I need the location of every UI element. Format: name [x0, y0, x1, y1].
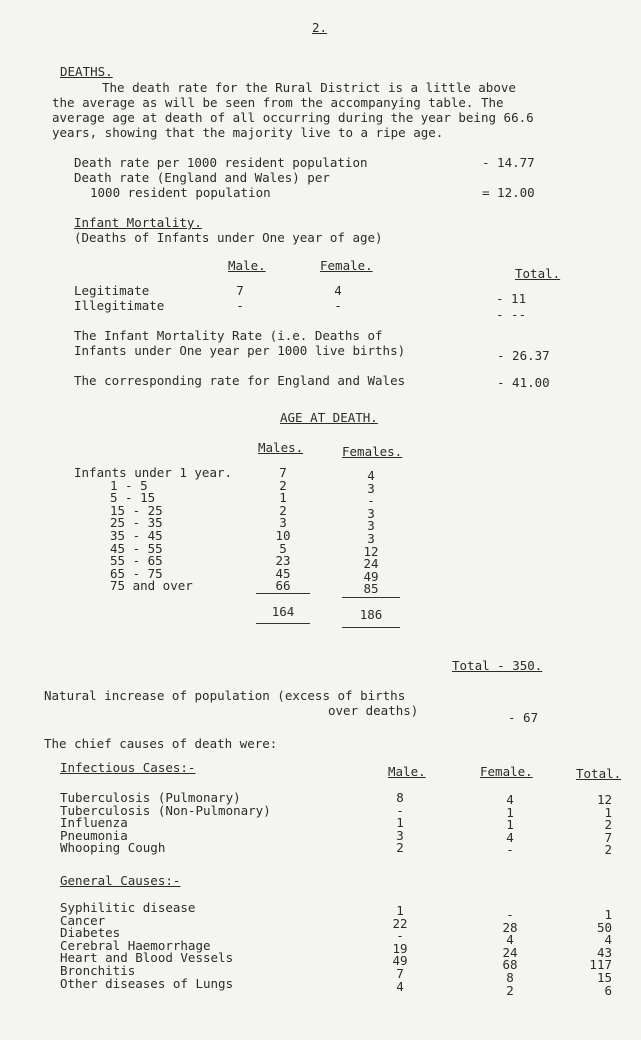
age-row-females: 3: [367, 518, 375, 534]
infant-row-male: 7: [236, 283, 244, 298]
males-sum-rule: [256, 593, 310, 594]
age-grand-total: Total - 350.: [452, 658, 543, 673]
intro-line: years, showing that the majority live to a ripe age.: [52, 125, 444, 140]
cause-row-female: 24: [502, 944, 518, 960]
death-rate-label: Death rate per 1000 resident population: [74, 155, 368, 170]
age-row-label: 15 - 25: [110, 502, 163, 518]
cause-row-label: Pneumonia: [60, 827, 128, 843]
cause-row-label: Whooping Cough: [60, 840, 166, 855]
cause-row-male: 1: [396, 903, 404, 918]
cause-row-female: 68: [502, 957, 518, 973]
cause-row-total: 15: [596, 970, 612, 985]
england-rate-value: = 12.00: [482, 185, 535, 200]
infant-col-total: Total.: [515, 266, 561, 281]
age-at-death-heading: AGE AT DEATH.: [280, 410, 378, 425]
females-total-rule: [342, 627, 400, 628]
cause-row-label: Tuberculosis (Pulmonary): [60, 790, 241, 805]
age-total-females: 186: [359, 607, 383, 622]
causes-intro: The chief causes of death were:: [44, 736, 278, 751]
cause-row-total: 6: [604, 982, 612, 998]
age-row-males: 66: [275, 578, 291, 594]
cause-row-male: 7: [396, 966, 404, 981]
age-row-label: 65 - 75: [110, 565, 163, 581]
cause-row-total: 2: [604, 817, 612, 832]
age-row-females: -: [367, 493, 375, 509]
females-sum-rule: [342, 597, 400, 598]
england-rate-label: Death rate (England and Wales) per: [74, 170, 330, 185]
cause-row-total: 2: [604, 842, 612, 857]
cause-row-label: Influenza: [60, 815, 128, 830]
infant-row-male: -: [236, 298, 244, 313]
cause-row-male: 3: [396, 827, 404, 843]
natural-increase-value: - 67: [508, 710, 539, 725]
infectious-heading: Infectious Cases:-: [60, 760, 196, 775]
age-row-males: 3: [279, 515, 287, 531]
causes-col-total: Total.: [576, 766, 622, 781]
age-row-females: 24: [363, 556, 379, 572]
age-col-females: Females.: [342, 444, 403, 459]
age-row-females: 85: [363, 581, 379, 597]
natural-increase-label: Natural increase of population (excess of births: [44, 688, 406, 703]
cause-row-total: 7: [604, 829, 612, 845]
infant-rate-label: The Infant Mortality Rate (i.e. Deaths of: [74, 328, 383, 343]
age-row-males: 1: [279, 490, 287, 506]
cause-row-female: 8: [506, 970, 514, 985]
cause-row-label: Bronchitis: [60, 963, 136, 978]
cause-row-male: 1: [396, 815, 404, 830]
age-row-label: 35 - 45: [110, 528, 163, 543]
age-row-label: 45 - 55: [110, 540, 163, 556]
cause-row-total: 1: [604, 907, 612, 922]
page-number: 2.: [312, 20, 328, 35]
infant-row-label: Legitimate: [74, 283, 150, 298]
age-row-label: 1 - 5: [110, 477, 148, 493]
age-row-label: 5 - 15: [110, 490, 156, 506]
age-row-females: 12: [363, 543, 379, 559]
cause-row-total: 12: [596, 792, 612, 807]
cause-row-male: -: [396, 928, 404, 944]
cause-row-male: 8: [396, 790, 404, 805]
infant-mortality-heading: Infant Mortality.: [74, 215, 202, 230]
males-total-rule: [256, 623, 310, 624]
infant-row-label: Illegitimate: [74, 298, 165, 313]
infant-col-female: Female.: [320, 258, 373, 273]
cause-row-label: Tuberculosis (Non-Pulmonary): [60, 802, 271, 818]
cause-row-male: -: [396, 802, 404, 818]
age-row-females: 3: [367, 531, 375, 546]
cause-row-total: 50: [596, 919, 612, 935]
cause-row-male: 2: [396, 840, 404, 855]
infant-col-male: Male.: [228, 258, 266, 273]
intro-line: The death rate for the Rural District is a little above: [102, 80, 516, 95]
cause-row-female: -: [506, 907, 514, 922]
deaths-heading: DEATHS.: [60, 64, 113, 79]
age-total-males: 164: [271, 604, 295, 619]
infant-row-female: 4: [334, 283, 342, 298]
infant-row-female: -: [334, 298, 342, 313]
age-row-females: 4: [367, 468, 375, 483]
age-row-males: 5: [279, 540, 287, 556]
cause-row-female: 1: [506, 804, 514, 820]
age-row-males: 2: [279, 477, 287, 493]
eng-infant-rate-label: The corresponding rate for England and Wales: [74, 373, 406, 388]
cause-row-female: 2: [506, 982, 514, 998]
cause-row-label: Cerebral Haemorrhage: [60, 937, 211, 953]
natural-increase-label: over deaths): [328, 703, 419, 718]
cause-row-total: 1: [604, 804, 612, 820]
cause-row-total: 43: [596, 944, 612, 960]
cause-row-female: 4: [506, 829, 514, 845]
age-row-males: 2: [279, 502, 287, 518]
age-row-males: 7: [279, 465, 287, 480]
age-row-females: 3: [367, 480, 375, 496]
infant-rate-value: - 26.37: [497, 348, 550, 363]
cause-row-female: 1: [506, 817, 514, 832]
age-row-males: 45: [275, 565, 291, 581]
age-row-males: 23: [275, 553, 291, 569]
causes-col-female: Female.: [480, 764, 533, 779]
cause-row-total: 117: [589, 957, 612, 973]
age-row-label: 55 - 65: [110, 553, 163, 569]
england-rate-label: 1000 resident population: [90, 185, 271, 200]
age-row-label: 75 and over: [110, 578, 193, 594]
cause-row-label: Syphilitic disease: [60, 900, 196, 915]
cause-row-female: 4: [506, 932, 514, 948]
eng-infant-rate-value: - 41.00: [497, 375, 550, 390]
infant-mortality-subheading: (Deaths of Infants under One year of age): [74, 230, 383, 245]
age-col-males: Males.: [258, 440, 304, 455]
infant-row-total: - 11: [496, 291, 527, 306]
age-row-females: 3: [367, 505, 375, 521]
age-row-label: 25 - 35: [110, 515, 163, 531]
cause-row-female: 4: [506, 792, 514, 807]
intro-line: the average as will be seen from the accompanying table. The: [52, 95, 504, 110]
intro-line: average age at death of all occurring during the year being 66.6: [52, 110, 534, 125]
cause-row-male: 4: [396, 978, 404, 994]
cause-row-label: Other diseases of Lungs: [60, 975, 234, 991]
age-row-males: 10: [275, 528, 291, 543]
infant-row-total: - --: [496, 307, 527, 322]
cause-row-label: Diabetes: [60, 925, 121, 941]
causes-col-male: Male.: [388, 764, 426, 779]
cause-row-female: -: [506, 842, 514, 857]
cause-row-male: 19: [392, 940, 408, 956]
cause-row-label: Cancer: [60, 912, 106, 928]
cause-row-total: 4: [604, 932, 612, 948]
infant-rate-label: Infants under One year per 1000 live births): [74, 343, 406, 358]
age-row-females: 49: [363, 568, 379, 584]
age-row-label: Infants under 1 year.: [74, 465, 233, 480]
cause-row-male: 49: [392, 953, 408, 969]
death-rate-value: - 14.77: [482, 155, 535, 170]
cause-row-female: 28: [502, 919, 518, 935]
general-heading: General Causes:-: [60, 873, 181, 888]
cause-row-male: 22: [392, 915, 408, 931]
cause-row-label: Heart and Blood Vessels: [60, 950, 234, 966]
